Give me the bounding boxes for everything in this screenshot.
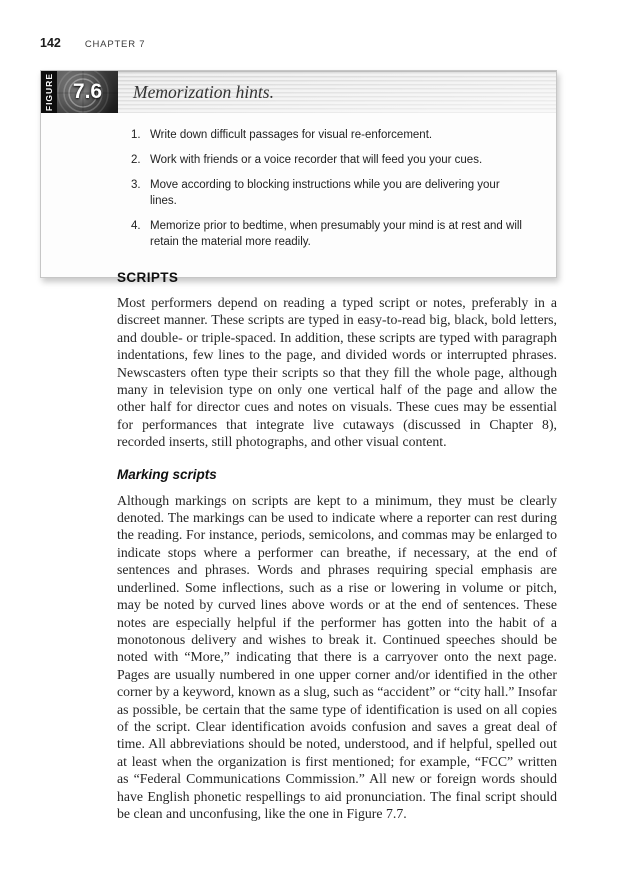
paragraph: Most performers depend on reading a typed script or notes, preferably in a discreet manner. These scripts are typed in easy-to-read big, black, bold letters, and double- or triple-spaced. In addition, these scripts are typed with paragraph indentations, few lines to the page, and divided words or interrupted phrases. Newscasters often type their scripts so that they fill the whole page, although many in television type on only one vertical half of the page and allow the other half for director cues and notes on visuals. These cues may be essential for performances that integrate live cutaways (discussed in Chapter 8), recorded inserts, still photographs, and other visual content.	[117, 295, 557, 450]
list-item	[131, 218, 528, 251]
figure-number: 7.6	[72, 80, 103, 103]
list-item-number: 3.	[131, 178, 141, 191]
list-item-number: 2.	[131, 153, 141, 166]
body-content	[117, 270, 557, 822]
list-item	[131, 177, 528, 210]
page-number: 142	[40, 36, 61, 50]
chapter-label: CHAPTER 7	[84, 39, 146, 50]
list-item-text: Write down difficult passages for visual re-enforcement.	[150, 129, 433, 141]
figure-box	[40, 70, 557, 278]
figure-number-badge	[57, 71, 118, 113]
list-item	[131, 127, 528, 143]
figure-caption-bar	[118, 71, 556, 113]
figure-header	[41, 71, 556, 113]
list-item-number: 4.	[131, 219, 141, 232]
running-head	[40, 36, 145, 50]
figure-hints-list	[41, 113, 556, 277]
figure-tab	[41, 71, 57, 113]
list-item	[131, 152, 528, 168]
list-item-text: Memorize prior to bedtime, when presumably your mind is at rest and will retain the material more readily.	[150, 219, 522, 249]
list-item-number: 1.	[131, 129, 141, 141]
figure-caption: Memorization hints.	[133, 82, 274, 102]
subsection-heading-marking-scripts: Marking scripts	[117, 466, 217, 482]
list-item-text: Move according to blocking instructions while you are delivering your lines.	[150, 178, 500, 207]
section-heading-scripts: SCRIPTS	[117, 270, 179, 285]
list-item-text: Work with friends or a voice recorder that will feed you your cues.	[150, 153, 483, 166]
paragraph: Although markings on scripts are kept to a minimum, they must be clearly denoted. The markings can be used to indicate where a reporter can rest during the reading. For instance, periods, semicolons, and commas may be enlarged to indicate stops where a performer can breathe, if necessary, at the end of sentences and phrases. Words and phrases requiring special emphasis are underlined. Some inflections, such as a rise or lowering in volume or pitch, may be noted by curved lines above words or at the end of sentences. These notes are especially helpful if the performer has gotten into the habit of a monotonous delivery and wishes to break it. Continued speeches should be noted with “More,” indicating that there is a carryover onto the next page. Pages are usually numbered in one upper corner and/or identified in the other corner by a keyword, known as a slug, such as “accident” or “city hall.” Insofar as possible, be certain that the same type of identification is used on all copies of the script. Clear identification avoids confusion and saves a great deal of time. All abbreviations should be noted, understood, and if helpful, spelled out at least when the organization is first mentioned; for example, “FCC” written as “Federal Communications Commission.” All new or foreign words should have English phonetic respellings to aid pronunciation. The final script should be clean and unconfusing, like the one in Figure 7.7.	[117, 492, 557, 821]
figure-tab-label: FIGURE	[44, 72, 54, 112]
